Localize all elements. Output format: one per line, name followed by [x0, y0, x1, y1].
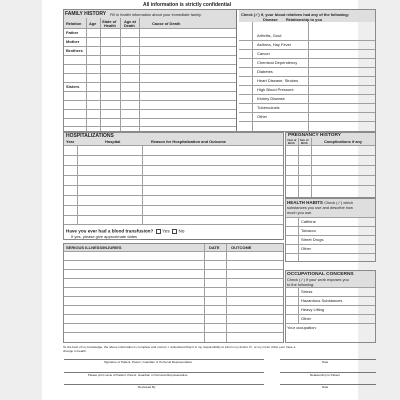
family-grid-line — [64, 82, 236, 83]
disease-grid-line — [239, 76, 375, 77]
habits-grid-line — [286, 253, 375, 254]
illness-grid-line — [64, 269, 283, 270]
disease-grid-line — [239, 49, 375, 50]
occupational-text-1: Check (✓) if your work exposes you — [287, 277, 349, 282]
disease-grid-line — [239, 94, 375, 95]
preg-grid-line — [286, 165, 375, 166]
col-sex-of-birth-2: Birth — [301, 141, 308, 145]
disease-grid-line — [239, 58, 375, 59]
family-grid-line — [64, 55, 236, 56]
occ-grid-line — [286, 305, 375, 306]
family-grid-line — [64, 37, 236, 38]
pregnancy-title: PREGNANCY HISTORY — [288, 133, 341, 138]
illness-grid-line — [64, 278, 283, 279]
illness-grid-line — [64, 287, 283, 288]
signature-label: Signature of Patient, Parent, Guardian or Personal Representative — [104, 360, 193, 364]
health-habits-text-3: much you use. — [287, 210, 313, 215]
habits-grid-line — [286, 217, 375, 218]
illness-grid-line — [64, 260, 283, 261]
illness-grid-line — [64, 314, 283, 315]
occupational-title: OCCUPATIONAL CONCERNS — [287, 271, 354, 277]
statement-line-1: To the best of my knowledge, the above information is complete and correct. I understand that it is my responsibility to inform my doctor if I, or my minor child, ever have a — [63, 345, 296, 349]
signature-date-line[interactable] — [280, 359, 376, 360]
disease-arthritis: Arthritis, Gout — [257, 33, 282, 38]
habits-grid-line — [286, 226, 375, 227]
statement-line-2: change in health. — [63, 349, 87, 353]
relation-father: Father — [66, 30, 79, 35]
habit-other: Other — [301, 245, 312, 251]
disease-grid-line — [239, 121, 375, 122]
occ-grid-line — [286, 323, 375, 324]
occ-heavy-lifting: Heavy Lifting — [301, 307, 325, 312]
col-year: Year — [66, 138, 75, 144]
transfusion-no-checkbox[interactable] — [172, 229, 177, 234]
col-relationship-to-you: Relationship to you — [286, 17, 323, 22]
disease-heart: Heart Disease, Strokes — [257, 78, 299, 83]
occ-grid-line — [286, 314, 375, 315]
occ-grid-line — [286, 287, 375, 288]
col-serious-illness: SERIOUS ILLNESS/INJURIES — [66, 244, 122, 250]
disease-grid-line — [239, 103, 375, 104]
family-grid-line — [64, 126, 236, 127]
disease-kidney: Kidney Disease — [257, 96, 285, 101]
habit-tobacco: Tobacco — [301, 227, 316, 233]
disease-tuberculosis: Tuberculosis — [257, 105, 280, 110]
illness-col-divider — [226, 244, 227, 342]
family-history-instruction: Fill in health information about your immediate family. — [110, 11, 202, 17]
family-col-divider — [86, 18, 87, 131]
family-grid-line — [64, 46, 236, 47]
disease-grid-line — [239, 40, 375, 41]
col-cause-of-death: Cause of Death — [152, 21, 181, 26]
disease-check-instruction: Check (✓) if, your blood relatives had any of the following: — [241, 12, 350, 17]
illness-grid-line — [64, 323, 283, 324]
health-habits-text-1: Check (✓) which — [324, 200, 354, 205]
hosp-grid-line — [64, 155, 283, 156]
occupation-label: Your occupation: — [287, 325, 317, 330]
signature-date-label: Date — [322, 360, 329, 364]
transfusion-yes-label: Yes — [162, 228, 170, 234]
hosp-grid-line — [64, 185, 283, 186]
family-grid-line — [64, 100, 236, 101]
transfusion-question-text: Have you ever had a blood transfusion? — [66, 228, 154, 234]
col-state-of-health-2: Health — [104, 23, 116, 28]
habits-grid-line — [286, 235, 375, 236]
print-name-label: Please print name of Patient, Parent, Guardian or Personal Representative — [88, 373, 188, 377]
hosp-grid-line — [64, 205, 283, 206]
illness-grid-line — [64, 332, 283, 333]
col-state-of-health-1: State of — [102, 19, 117, 24]
illness-col-divider — [204, 244, 205, 342]
illness-grid-line — [64, 305, 283, 306]
reviewed-date-label: Date — [322, 385, 329, 389]
col-outcome: OUTCOME — [231, 244, 252, 250]
occ-grid-line — [286, 296, 375, 297]
preg-grid-line — [286, 175, 375, 176]
disease-asthma: Asthma, Hay Fever — [257, 42, 292, 47]
transfusion-yes-checkbox[interactable] — [156, 229, 161, 234]
col-hospital: Hospital — [105, 138, 121, 144]
health-habits-title: HEALTH HABITS — [287, 200, 323, 205]
family-grid-line — [64, 64, 236, 65]
hosp-grid-line — [64, 224, 283, 225]
family-col-divider — [139, 18, 140, 131]
disease-grid-line — [239, 112, 375, 113]
preg-grid-line — [286, 155, 375, 156]
occ-stress: Stress — [301, 289, 313, 294]
transfusion-no-label: No — [178, 228, 185, 234]
preg-col-divider — [298, 138, 299, 197]
illness-grid-line — [64, 296, 283, 297]
hosp-grid-line — [64, 145, 283, 146]
hosp-grid-line — [64, 195, 283, 196]
family-history-title: FAMILY HISTORY — [65, 11, 107, 17]
family-grid-line — [64, 28, 236, 29]
habit-street-drugs: Street Drugs — [301, 236, 324, 242]
preg-grid-line — [286, 185, 375, 186]
preg-grid-line — [286, 145, 375, 146]
family-grid-line — [64, 73, 236, 74]
col-date: DATE — [209, 244, 220, 250]
relation-sisters: Sisters — [66, 84, 80, 89]
col-complications: Complications if any — [324, 138, 363, 144]
col-age-at-death-1: Age at — [124, 19, 136, 24]
relation-mother: Mother — [66, 39, 80, 44]
hospitalizations-title: HOSPITALIZATIONS — [66, 133, 114, 139]
illness-grid-line — [64, 251, 283, 252]
disease-grid-line — [239, 85, 375, 86]
col-reason: Reason for Hospitalization and Outcome — [151, 138, 227, 144]
disease-diabetes: Diabetes — [257, 69, 273, 74]
family-grid-line — [64, 118, 236, 119]
col-age: Age — [89, 21, 97, 26]
relation-brothers: Brothers — [66, 48, 83, 53]
family-col-divider — [120, 18, 121, 131]
hosp-grid-line — [64, 175, 283, 176]
disease-other: Other — [257, 114, 268, 119]
family-section-divider — [236, 10, 237, 131]
family-grid-line — [64, 91, 236, 92]
disease-cancer: Cancer — [257, 51, 270, 56]
reviewed-by-line[interactable] — [64, 384, 264, 385]
transfusion-dates-line[interactable] — [141, 239, 281, 240]
relationship-label: Relationship to Patient — [310, 373, 341, 377]
preg-col-divider — [311, 138, 312, 197]
col-relation: Relation — [66, 21, 82, 26]
col-year-of-birth-1: Year of — [287, 138, 297, 142]
hosp-grid-line — [64, 165, 283, 166]
reviewed-by-label: Reviewed By — [138, 385, 156, 389]
disease-high-blood-pressure: High Blood Pressure — [257, 87, 294, 92]
form-page — [42, 0, 363, 400]
occ-other: Other — [301, 316, 312, 321]
habits-grid-line — [286, 244, 375, 245]
occupational-text-2: to the following: — [287, 282, 315, 287]
health-habits-text-2: substances you use and describe how — [287, 205, 353, 210]
family-grid-line — [64, 109, 236, 110]
occ-hazardous: Hazardous Substances — [301, 298, 343, 303]
habit-caffeine: Caffeine — [301, 218, 316, 224]
disease-chemical-dependency: Chemical Dependency — [257, 60, 298, 65]
habits-check-column — [298, 217, 299, 261]
col-disease: Disease — [263, 17, 278, 22]
col-age-at-death-2: Death — [124, 23, 135, 28]
reviewed-date-line[interactable] — [280, 384, 376, 385]
transfusion-dates-prompt: If yes, please give approximate dates — [71, 234, 138, 239]
col-year-of-birth-2: Birth — [288, 141, 295, 145]
col-sex-of-birth-1: Sex of — [300, 138, 309, 142]
disease-grid-line — [239, 67, 375, 68]
serious-illness-section — [63, 243, 284, 343]
confidential-notice: All information is strictly confidential — [143, 2, 232, 8]
family-col-divider — [100, 18, 101, 131]
hosp-grid-line — [64, 215, 283, 216]
